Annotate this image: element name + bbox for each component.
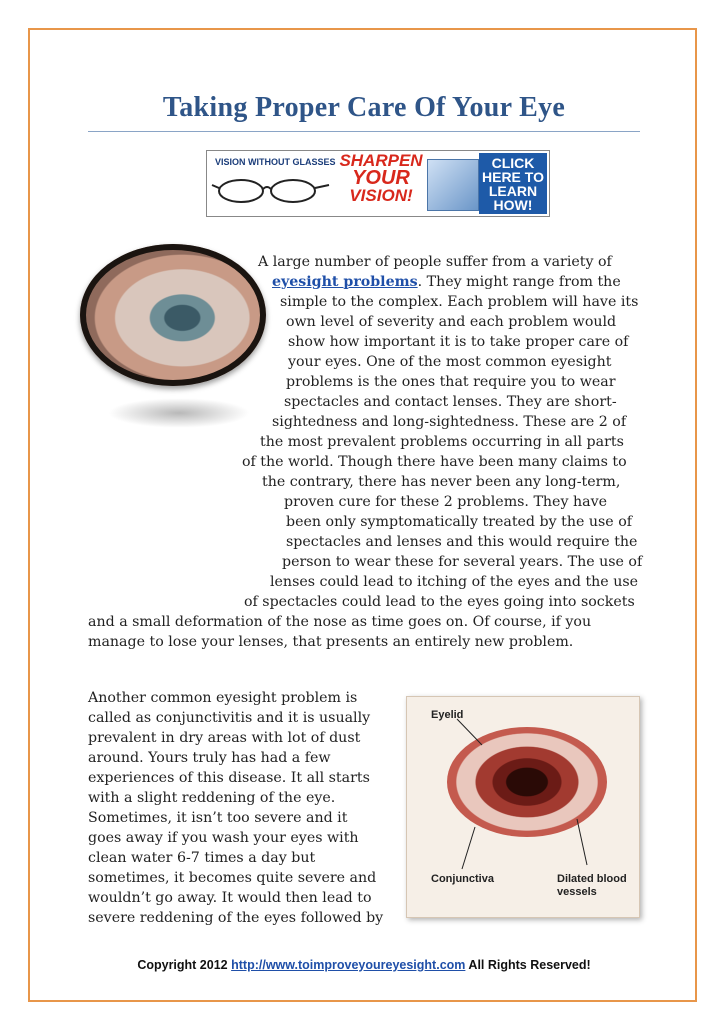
p1-line: your eyes. One of the most common eyesight bbox=[288, 354, 612, 370]
p1-line: of spectacles could lead to the eyes going into sockets bbox=[244, 594, 635, 610]
p2-line: severe reddening of the eyes followed by bbox=[88, 910, 384, 926]
glasses-icon bbox=[211, 155, 331, 212]
p1-line: been only symptomatically treated by the use of bbox=[286, 514, 632, 530]
banner-headline-2: YOUR bbox=[352, 167, 410, 189]
p2-line: sometimes, it becomes quite severe and bbox=[88, 870, 377, 886]
p2-line: called as conjunctivitis and it is usually bbox=[88, 710, 371, 726]
label-vessels-2: vessels bbox=[557, 886, 597, 898]
p1-line: proven cure for these 2 problems. They have bbox=[284, 494, 607, 510]
p1-line bbox=[272, 272, 621, 292]
p1-line: and a small deformation of the nose as time goes on. Of course, if you bbox=[88, 614, 592, 630]
p1-line: problems is the ones that require you to wear bbox=[286, 374, 616, 390]
label-vessels-1: Dilated blood bbox=[557, 873, 627, 885]
conjunctivitis-diagram bbox=[406, 696, 640, 918]
diagram-pointers bbox=[407, 697, 641, 919]
p1-line: the most prevalent problems occurring in all parts bbox=[260, 434, 624, 450]
page-title: Taking Proper Care Of Your Eye bbox=[162, 92, 566, 123]
p2-line: clean water 6-7 times a day but bbox=[88, 850, 316, 866]
label-eyelid: Eyelid bbox=[431, 709, 464, 721]
p2-line: Sometimes, it isn’t too severe and it bbox=[88, 810, 348, 826]
banner-cta-button[interactable] bbox=[479, 153, 547, 214]
banner-headline-3: VISION! bbox=[349, 186, 413, 205]
eye-photo-shadow bbox=[108, 398, 250, 428]
p1-line: sightedness and long-sightedness. These are 2 of bbox=[272, 414, 627, 430]
p1-line: of the world. Though there have been many claims to bbox=[242, 454, 627, 470]
product-box-image bbox=[427, 159, 479, 211]
p2-line: goes away if you wash your eyes with bbox=[88, 830, 359, 846]
cta-line-3: LEARN bbox=[488, 183, 538, 199]
p1-line: manage to lose your lenses, that presents an entirely new problem. bbox=[88, 634, 574, 650]
p1-line: person to wear these for several years. The use of bbox=[282, 554, 643, 570]
banner-headline-1: SHARPEN bbox=[339, 151, 423, 170]
cta-line-1: CLICK bbox=[491, 155, 535, 171]
p1-line: lenses could lead to itching of the eyes and the use bbox=[270, 574, 639, 590]
p2-line: prevalent in dry areas with lot of dust bbox=[88, 730, 361, 746]
p1-line-rest: . They might range from the bbox=[417, 274, 621, 290]
eye-photo bbox=[80, 244, 266, 386]
ad-banner[interactable] bbox=[206, 150, 550, 217]
p2-line: with a slight reddening of the eye. bbox=[88, 790, 336, 806]
glasses-graphic bbox=[211, 155, 336, 212]
footer bbox=[0, 958, 728, 972]
footer-copyright: Copyright 2012 bbox=[137, 958, 228, 972]
footer-link[interactable]: http://www.toimproveyoureyesight.com bbox=[231, 958, 466, 972]
p1-line: own level of severity and each problem would bbox=[286, 314, 617, 330]
p1-line: spectacles and lenses and this would require the bbox=[286, 534, 638, 550]
cta-line-4: HOW! bbox=[493, 197, 533, 213]
cta-line-2: HERE TO bbox=[482, 169, 544, 185]
p2-line: experiences of this disease. It all starts bbox=[88, 770, 370, 786]
title-divider bbox=[88, 131, 640, 132]
p1-line: A large number of people suffer from a variety of bbox=[258, 254, 612, 270]
p2-line: Another common eyesight problem is bbox=[88, 690, 358, 706]
p1-line: the contrary, there has never been any long-term, bbox=[262, 474, 621, 490]
banner-left-text: VISION WITHOUT GLASSES bbox=[215, 157, 336, 167]
p1-line: show how important it is to take proper care of bbox=[288, 334, 629, 350]
footer-rights: All Rights Reserved! bbox=[468, 958, 591, 972]
banner-headline bbox=[331, 153, 431, 204]
p2-line: around. Yours truly has had a few bbox=[88, 750, 331, 766]
p1-line: spectacles and contact lenses. They are short- bbox=[284, 394, 617, 410]
eyesight-problems-link[interactable]: eyesight problems bbox=[272, 274, 418, 290]
label-conjunctiva: Conjunctiva bbox=[431, 873, 494, 885]
p1-line: simple to the complex. Each problem will have its bbox=[280, 294, 639, 310]
p2-line: wouldn’t go away. It would then lead to bbox=[88, 890, 372, 906]
